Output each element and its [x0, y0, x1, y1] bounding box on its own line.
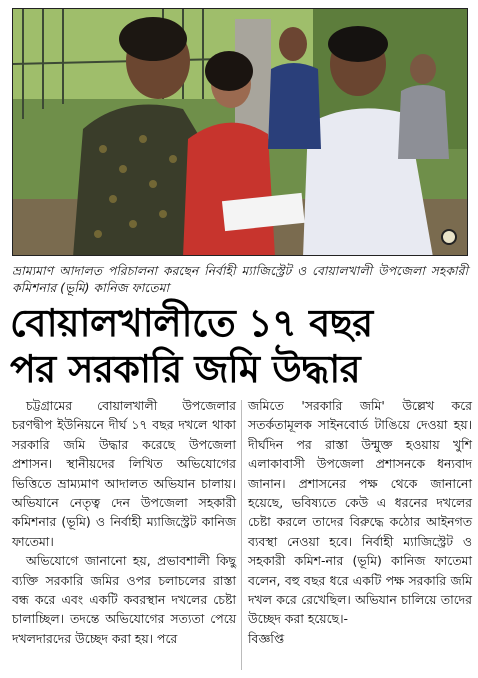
- headline-line-2: পর সরকারি জমি উদ্ধার: [10, 347, 361, 391]
- source-credit: বিজ্ঞপ্তি: [248, 630, 285, 646]
- article-column-left: [12, 396, 236, 648]
- photo-illustration: [13, 9, 468, 256]
- paragraph: অভিযোগে জানানো হয়, প্রভাবশালী কিছু ব্যক্তি সরকারি জমির ওপর চলাচলের রাস্তা বন্ধ করে এবং একটি কবরস্থান দখলের চেষ্টা চালাচ্ছিল। তদন্তে অভিযোগের সত্যতা পেয়ে দখলদারদের উচ্ছেদ করা হয়। পরে: [12, 553, 236, 646]
- publication-logo-icon: [441, 229, 457, 245]
- headline: [10, 300, 470, 392]
- photo-caption: ভ্রাম্যমাণ আদালত পরিচালনা করছেন নির্বাহী ম্যাজিস্ট্রেট ও বোয়ালখালী উপজেলা সহকারী কমিশনার (ভূমি) কানিজ ফাতেমা: [12, 263, 468, 295]
- article-body: [12, 396, 472, 672]
- paragraph: চট্টগ্রামের বোয়ালখালী উপজেলার চরণদ্বীপ ইউনিয়নে দীর্ঘ ১৭ বছর দখলে থাকা সরকারি জমি উদ্ধার করেছে উপজেলা প্রশাসন। স্থানীয়দের লিখিত অভিযোগের ভিত্তিতে ভ্রাম্যমাণ আদালত অভিযান চালায়। অভিযানে নেতৃত্ব দেন উপজেলা সহকারী কমিশনার (ভূমি) ও নির্বাহী ম্যাজিস্ট্রেট কানিজ ফাতেমা।: [12, 398, 236, 549]
- headline-line-1: বোয়ালখালীতে ১৭ বছর: [10, 301, 373, 345]
- news-photo: [12, 8, 468, 256]
- column-divider: [241, 400, 242, 670]
- paragraph: জমিতে 'সরকারি জমি' উল্লেখ করে সতর্কতামূলক সাইনবোর্ড টাঙিয়ে দেওয়া হয়। দীর্ঘদিন পর রাস্তা উন্মুক্ত হওয়ায় খুশি এলাকাবাসী উপজেলা প্রশাসনকে ধন্যবাদ জানান। প্রশাসনের পক্ষ থেকে জানানো হয়েছে, ভবিষ্যতে কেউ এ ধরনের দখলের চেষ্টা করলে তাদের বিরুদ্ধে কঠোর আইনগত ব্যবস্থা নেওয়া হবে। নির্বাহী ম্যাজিস্ট্রেট ও সহকারী কমিশ-নার (ভূমি) কানিজ ফাতেমা বলেন, বহু বছর ধরে একটি পক্ষ সরকারি জমি দখল করে রেখেছিল। অভিযান চালিয়ে তাদের উচ্ছেদ করা হয়েছে।-: [248, 398, 472, 627]
- article-column-right: [248, 396, 472, 648]
